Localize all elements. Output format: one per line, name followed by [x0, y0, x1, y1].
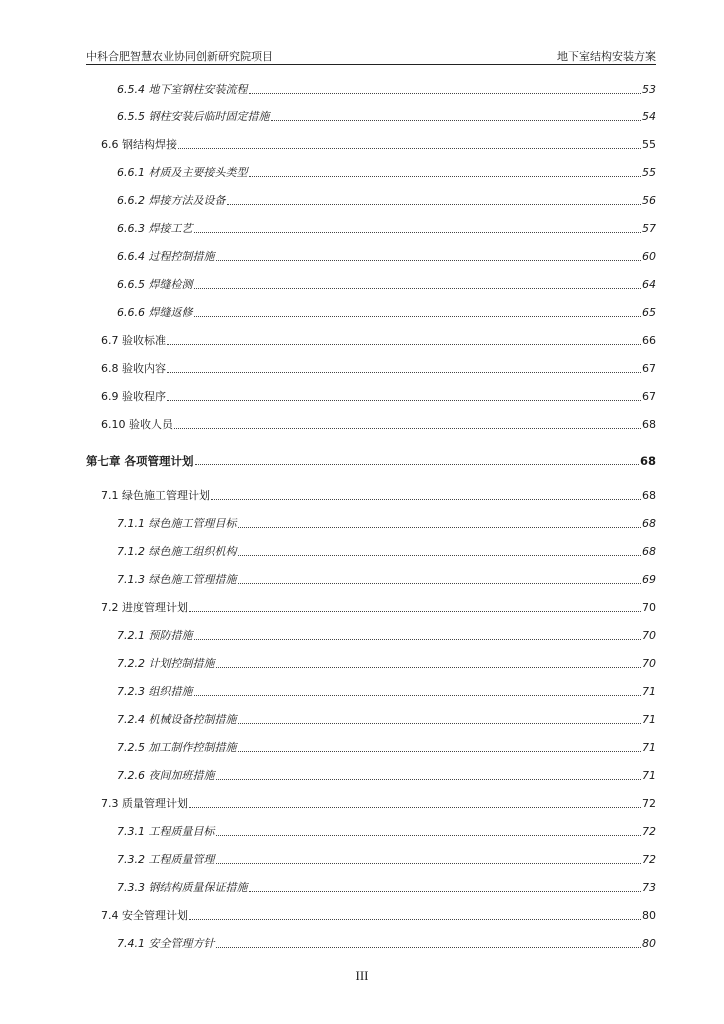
header-project-title: 中科合肥智慧农业协同创新研究院项目	[86, 50, 273, 63]
toc-entry[interactable]: 7.2.3 组织措施 71	[117, 685, 656, 698]
toc-entry[interactable]: 6.10 验收人员 68	[101, 418, 656, 431]
toc-entry[interactable]: 7.3.2 工程质量管理 72	[117, 853, 656, 866]
toc-entry[interactable]: 6.6.4 过程控制措施 60	[117, 250, 656, 263]
toc-entry[interactable]: 6.8 验收内容 67	[101, 362, 656, 375]
toc-entry[interactable]: 7.1.2 绿色施工组织机构 68	[117, 545, 656, 558]
toc-entry[interactable]: 7.3 质量管理计划 72	[101, 797, 656, 810]
toc-chapter-entry[interactable]: 第七章 各项管理计划 68	[86, 454, 656, 468]
toc-entry[interactable]: 6.5.5 钢柱安装后临时固定措施 54	[117, 110, 656, 123]
toc-entry[interactable]: 6.6.3 焊接工艺 57	[117, 222, 656, 235]
toc-entry[interactable]: 7.1 绿色施工管理计划 68	[101, 489, 656, 502]
toc-entry[interactable]: 7.4 安全管理计划 80	[101, 909, 656, 922]
toc-entry[interactable]: 7.3.1 工程质量目标 72	[117, 825, 656, 838]
toc-entry[interactable]: 6.5.4 地下室钢柱安装流程 53	[117, 83, 656, 96]
page-number: III	[355, 968, 369, 983]
toc-entry[interactable]: 7.4.1 安全管理方针 80	[117, 937, 656, 950]
toc-entry[interactable]: 7.2.6 夜间加班措施 71	[117, 769, 656, 782]
toc-entry[interactable]: 6.6.6 焊缝返修 65	[117, 306, 656, 319]
toc-entry[interactable]: 6.6.2 焊接方法及设备 56	[117, 194, 656, 207]
toc-entry[interactable]: 6.6 钢结构焊接 55	[101, 138, 656, 151]
header-document-title: 地下室结构安装方案	[557, 50, 656, 63]
toc-entry[interactable]: 6.9 验收程序 67	[101, 390, 656, 403]
toc-entry[interactable]: 7.2.1 预防措施 70	[117, 629, 656, 642]
toc-entry[interactable]: 7.1.3 绿色施工管理措施 69	[117, 573, 656, 586]
toc-entry[interactable]: 7.2.2 计划控制措施 70	[117, 657, 656, 670]
toc-entry[interactable]: 6.7 验收标准 66	[101, 334, 656, 347]
toc-entry[interactable]: 7.2.5 加工制作控制措施 71	[117, 741, 656, 754]
toc-entry[interactable]: 7.2 进度管理计划 70	[101, 601, 656, 614]
toc-entry[interactable]: 7.1.1 绿色施工管理目标 68	[117, 517, 656, 530]
toc-entry[interactable]: 6.6.5 焊缝检测 64	[117, 278, 656, 291]
toc-entry[interactable]: 7.2.4 机械设备控制措施 71	[117, 713, 656, 726]
toc-entry[interactable]: 7.3.3 钢结构质量保证措施 73	[117, 881, 656, 894]
toc-entry[interactable]: 6.6.1 材质及主要接头类型 55	[117, 166, 656, 179]
